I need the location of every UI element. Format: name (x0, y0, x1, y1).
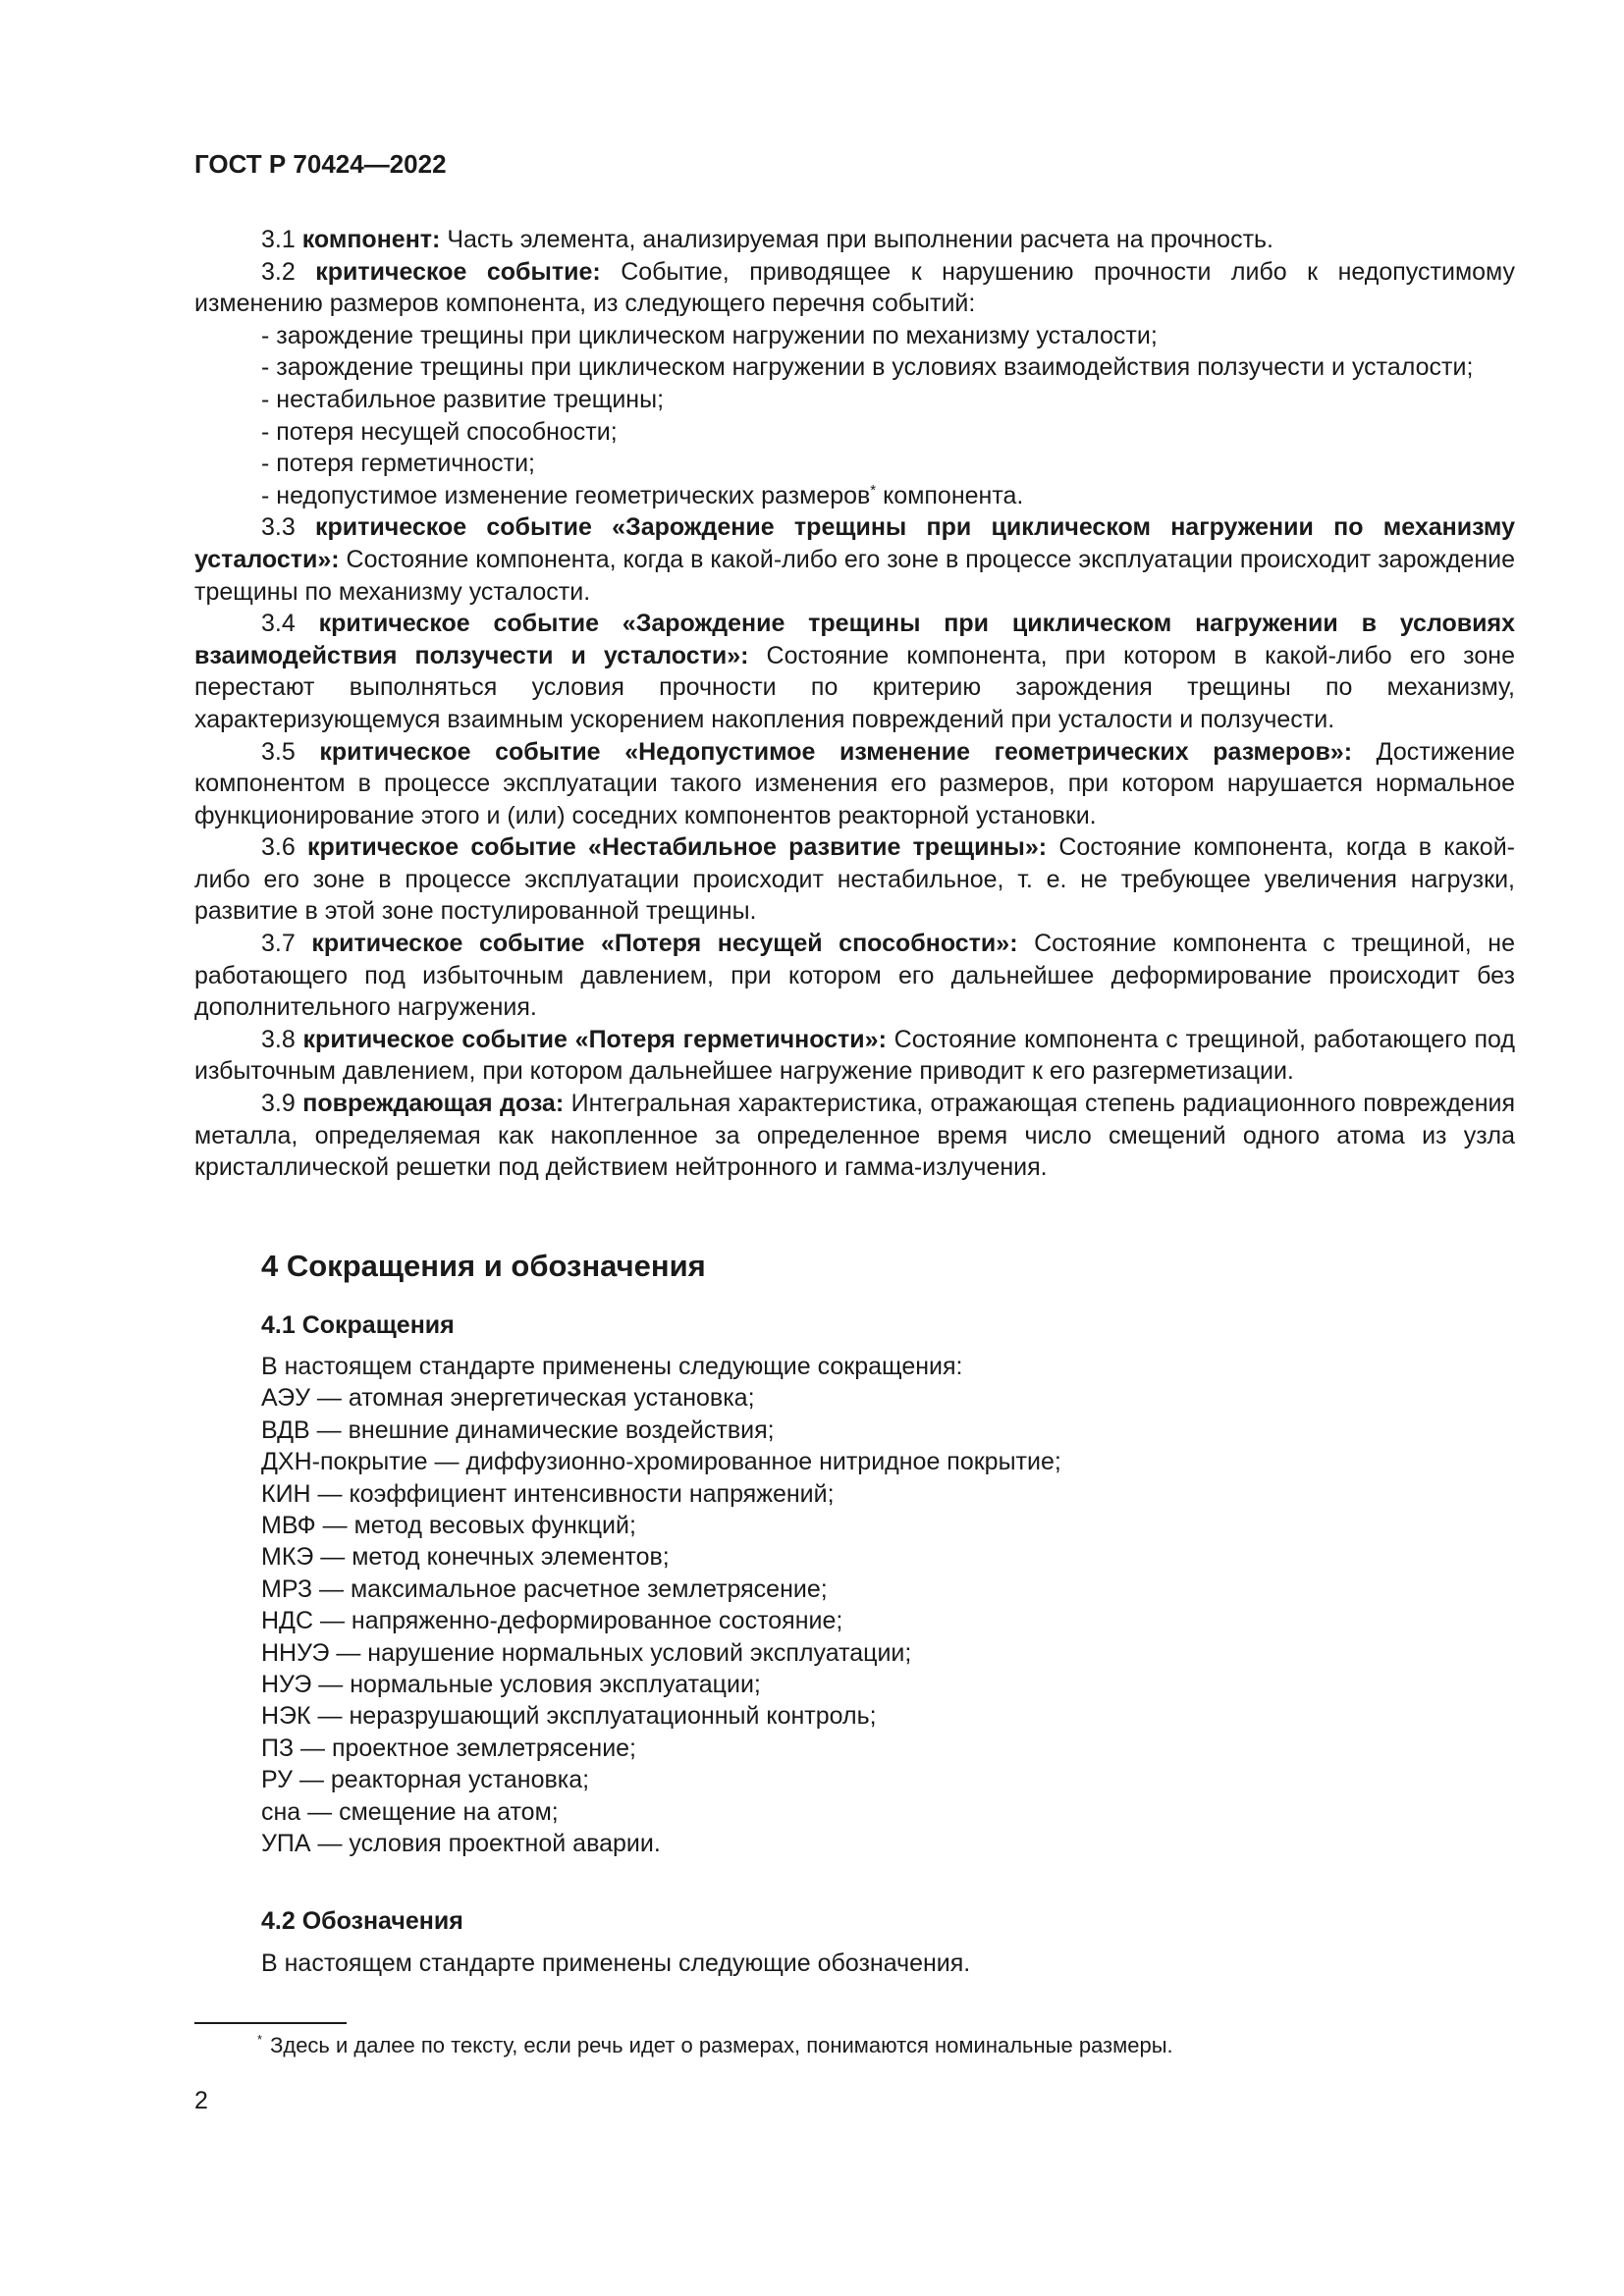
subsection-title-abbreviations: 4.1 Сокращения (261, 1311, 455, 1339)
term: компонент: (301, 226, 441, 253)
list-item: НЭК — неразрушающий эксплуатационный контроль; (261, 1702, 877, 1731)
term: критическое событие «Нестабильное развитие трещины»: (306, 833, 1048, 862)
designations-intro: В настоящем стандарте применены следующие обозначения. (261, 1949, 971, 1977)
term: критическое событие «Зарождение трещины при циклическом нагружении по механизму усталости»: (194, 513, 1515, 573)
term: критическое событие «Потеря герметичности»: (302, 1025, 887, 1053)
subsection-title-designations: 4.2 Обозначения (261, 1907, 463, 1935)
list-item: КИН — коэффициент интенсивности напряжений; (261, 1479, 835, 1508)
footnote-text: Здесь и далее по тексту, если речь идет о размерах, понимаются номинальные размеры. (270, 2033, 1173, 2057)
definition-3-3: 3.3 критическое событие «Зарождение трещины при циклическом нагружении по механизму усталости»: Состояние компонента, когда в какой-либо его зоне в процессе эксплуатации происходит зарождение трещины по механизму усталости. (194, 513, 1515, 606)
term: критическое событие «Недопустимое изменение геометрических размеров»: (319, 737, 1353, 766)
term: критическое событие: (315, 257, 601, 286)
document-header: ГОСТ Р 70424—2022 (194, 149, 447, 179)
list-item: ПЗ — проектное землетрясение; (261, 1734, 637, 1762)
definition-3-6: 3.6 критическое событие «Нестабильное развитие трещины»: Состояние компонента, когда в какой-либо его зоне в процессе эксплуатации происходит нестабильное, т. е. не требующее увеличения нагрузки, развитие в этой зоне постулированной трещины. (194, 833, 1515, 926)
definition-3-2: 3.2 критическое событие: Событие, приводящее к нарушению прочности либо к недопустимому изменению размеров компонента, из следующего перечня событий: (194, 257, 1516, 318)
list-item: МВФ — метод весовых функций; (261, 1512, 636, 1540)
abbreviations-intro: В настоящем стандарте применены следующие сокращения: (261, 1353, 963, 1380)
section-title: 4 Сокращения и обозначения (261, 1249, 706, 1283)
list-item: ВДВ — внешние динамические воздействия; (261, 1415, 775, 1444)
list-item: ДХН-покрытие — диффузионно-хромированное нитридное покрытие; (261, 1448, 1061, 1476)
list-item: - потеря герметичности; (261, 450, 535, 478)
list-item: - недопустимое изменение геометрических размеров* компонента. (261, 481, 1024, 509)
footnote-mark: * (257, 2032, 263, 2047)
list-item: НДС — напряженно-деформированное состояние; (261, 1607, 843, 1635)
list-item: АЭУ — атомная энергетическая установка; (261, 1384, 755, 1413)
footnote-marker: * (870, 481, 877, 499)
list-item: - нестабильное развитие трещины; (261, 385, 665, 413)
definition-3-7: 3.7 критическое событие «Потеря несущей способности»: Состояние компонента с трещиной, не работающего под избыточным давлением, при котором его дальнейшее деформирование происходит без дополнительного нагружения. (194, 930, 1516, 1022)
page-number: 2 (194, 2087, 208, 2114)
footnote-divider (194, 2022, 347, 2024)
term: критическое событие «Зарождение трещины при циклическом нагружении в условиях взаимодействия ползучести и усталости»: (194, 610, 1516, 669)
list-item: сна — смещение на атом; (261, 1797, 559, 1826)
definition-3-1: 3.1 компонент: Часть элемента, анализируемая при выполнении расчета на прочность. (261, 226, 1274, 253)
list-item: - зарождение трещины при циклическом нагружении в условиях взаимодействия ползучести и усталости; (261, 353, 1474, 382)
definition-3-4: 3.4 критическое событие «Зарождение трещины при циклическом нагружении в условиях взаимодействия ползучести и усталости»: Состояние компонента, при котором в какой-либо его зоне перестают выполняться условия прочности по критерию зарождения трещины по механизму, характеризующемуся взаимным ускорением накопления повреждений при усталости и ползучести. (194, 610, 1516, 733)
list-item: - потеря несущей способности; (261, 417, 618, 446)
list-item: НУЭ — нормальные условия эксплуатации; (261, 1671, 761, 1699)
list-item: МРЗ — максимальное расчетное землетрясение; (261, 1575, 828, 1603)
list-item: МКЭ — метод конечных элементов; (261, 1543, 670, 1572)
definition-3-9: 3.9 повреждающая доза: Интегральная характеристика, отражающая степень радиационного повреждения металла, определяемая как накопленное за определенное время число смещений одного атома из узла кристаллической решетки под действием нейтронного и гамма-излучения. (194, 1090, 1516, 1182)
term: критическое событие «Потеря несущей способности»: (311, 930, 1018, 958)
list-item: ННУЭ — нарушение нормальных условий эксплуатации; (261, 1638, 912, 1667)
list-item: РУ — реакторная установка; (261, 1766, 590, 1794)
footnote (257, 2033, 1173, 2058)
definition-3-5: 3.5 критическое событие «Недопустимое изменение геометрических размеров»: Достижение компонентом в процессе эксплуатации такого изменения его размеров, при котором нарушается нормальное функционирование этого и (или) соседних компонентов реакторной установки. (194, 737, 1515, 829)
list-item: УПА — условия проектной аварии. (261, 1830, 661, 1858)
definitions-section (194, 224, 1515, 1184)
definition-3-8: 3.8 критическое событие «Потеря герметичности»: Состояние компонента с трещиной, работающего под избыточным давлением, при котором дальнейшее нагружение приводит к его разгерметизации. (194, 1025, 1515, 1086)
term: повреждающая доза: (302, 1090, 565, 1118)
abbreviations-list (261, 1351, 1508, 1860)
list-item: - зарождение трещины при циклическом нагружении по механизму усталости; (261, 321, 1158, 349)
